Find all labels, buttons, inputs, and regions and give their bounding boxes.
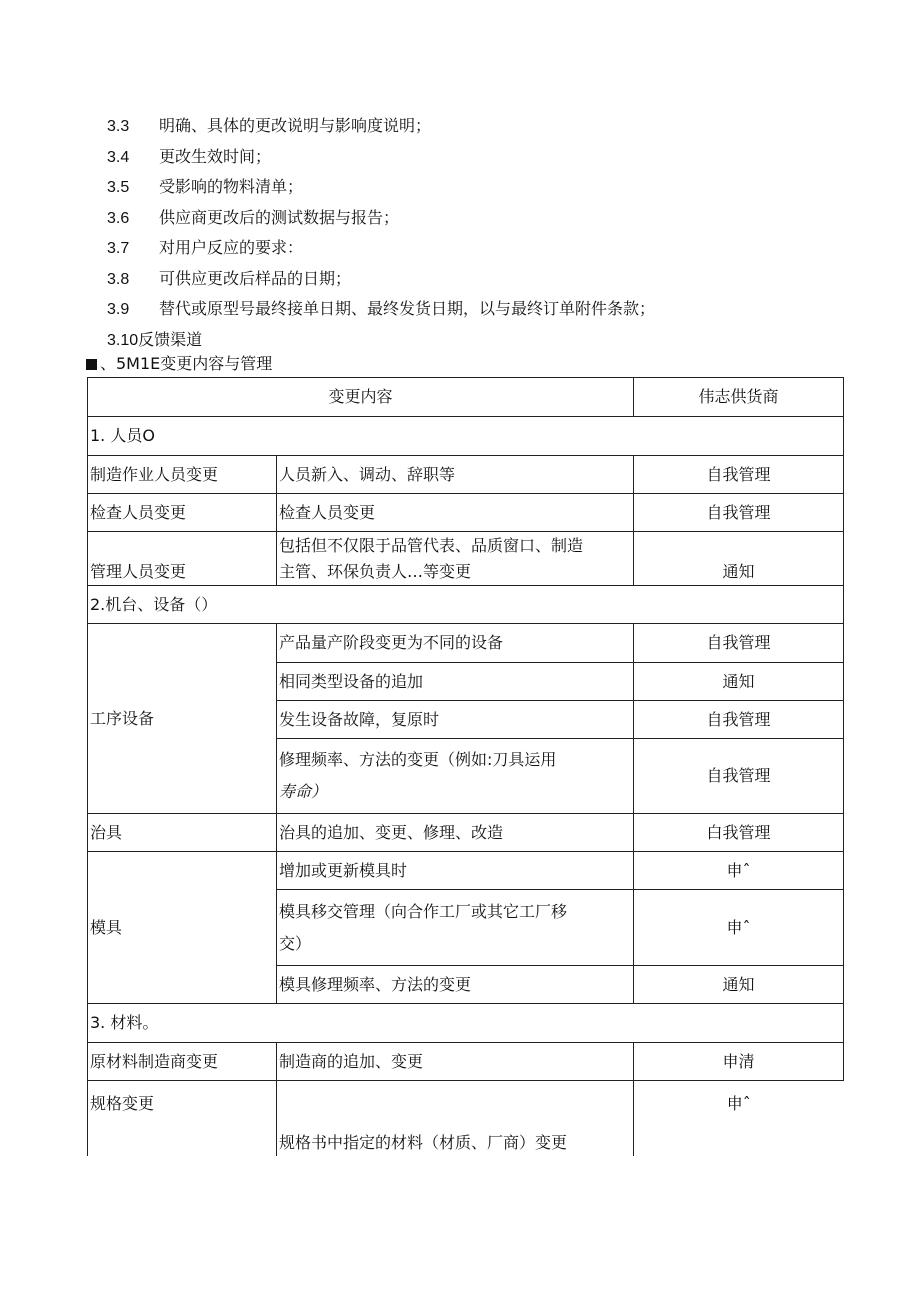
list-item — [107, 294, 655, 325]
item-text: 供应商更改后的测试数据与报告； — [159, 207, 400, 227]
mgmt-cell: 白我管理 — [634, 814, 844, 852]
section-title: 2.机台、设备（） — [88, 586, 844, 624]
desc-cell — [277, 739, 634, 814]
item-number: 3.9 — [107, 301, 130, 318]
list-item — [107, 264, 655, 295]
section-heading-text: 、5M1E变更内容与管理 — [100, 354, 273, 373]
mgmt-cell: 申清 — [634, 1043, 844, 1081]
mgmt-cell: 自我管理 — [634, 624, 844, 663]
table-row — [88, 814, 844, 852]
header-supplier: 伟志供货商 — [634, 378, 844, 417]
header-content: 变更内容 — [88, 378, 634, 417]
section-row — [88, 586, 844, 624]
section-title: 1. 人员O — [88, 417, 844, 456]
item-number: 3.7 — [107, 240, 130, 257]
item-number: 3.4 — [107, 148, 130, 166]
mgmt-cell: 申ˆ — [634, 852, 844, 890]
item-number: 3.6 — [107, 209, 130, 227]
square-bullet-icon — [86, 359, 97, 370]
item-cell: 模具 — [88, 852, 277, 1004]
desc-cell: 产品量产阶段变更为不同的设备 — [277, 624, 634, 663]
table-row — [88, 1043, 844, 1081]
desc-line: 主管、环保负责人…等变更 — [279, 561, 472, 581]
mgmt-cell: 自我管理 — [634, 739, 844, 814]
desc-line: 修理频率、方法的变更（例如:刀具运用 — [279, 750, 557, 769]
desc-cell: 制造商的追加、变更 — [277, 1043, 634, 1081]
item-text: 替代或原型号最终接单日期、最终发货日期，以与最终订单附件条款； — [159, 299, 656, 318]
desc-line: 寿命） — [279, 782, 328, 801]
item-number: 3.5 — [107, 179, 130, 196]
item-number: 3.3 — [107, 118, 130, 135]
mgmt-cell: 自我管理 — [634, 456, 844, 494]
item-cell: 原材料制造商变更 — [88, 1043, 277, 1081]
list-item — [107, 142, 655, 173]
item-text: 反馈渠道 — [138, 329, 203, 349]
item-text: 对用户反应的要求： — [159, 238, 304, 257]
list-item — [107, 325, 655, 356]
desc-cell: 发生设备故障，复原时 — [277, 701, 634, 739]
section-row — [88, 1004, 844, 1043]
item-text: 更改生效时间； — [159, 146, 272, 166]
mgmt-cell: 申ˆ — [634, 890, 844, 966]
desc-cell — [277, 890, 634, 966]
table-row — [88, 494, 844, 532]
section-heading — [86, 352, 272, 376]
item-text: 明确、具体的更改说明与影响度说明； — [159, 116, 432, 135]
desc-line: 包括但不仅限于品管代表、品质窗口、制造 — [279, 535, 584, 555]
table-row — [88, 852, 844, 890]
section-title: 3. 材料。 — [88, 1004, 844, 1043]
table-row — [88, 624, 844, 663]
requirement-list — [107, 111, 655, 355]
mgmt-cell: 自我管理 — [634, 494, 844, 532]
desc-cell: 人员新入、调动、辞职等 — [277, 456, 634, 494]
item-cell: 管理人员变更 — [88, 532, 277, 586]
list-item — [107, 233, 655, 264]
item-cell: 规格变更 — [88, 1081, 277, 1156]
section-row — [88, 417, 844, 456]
item-cell: 检查人员变更 — [88, 494, 277, 532]
mgmt-cell: 自我管理 — [634, 701, 844, 739]
change-management-table — [87, 377, 844, 1156]
item-number: 3.8 — [107, 270, 130, 288]
mgmt-cell: 通知 — [634, 532, 844, 586]
desc-cell: 相同类型设备的追加 — [277, 663, 634, 701]
mgmt-cell: 通知 — [634, 663, 844, 701]
item-number: 3.10 — [107, 331, 139, 349]
item-cell: 治具 — [88, 814, 277, 852]
desc-cell: 增加或更新模具时 — [277, 852, 634, 890]
mgmt-cell: 通知 — [634, 966, 844, 1004]
table-header-row — [88, 378, 844, 417]
item-text: 可供应更改后样品的日期； — [159, 268, 352, 288]
table-row — [88, 1081, 844, 1156]
table-row — [88, 456, 844, 494]
desc-line: 交） — [279, 933, 312, 953]
item-text: 受影响的物料清单； — [159, 177, 304, 196]
desc-cell: 治具的追加、变更、修理、改造 — [277, 814, 634, 852]
desc-cell: 规格书中指定的材料（材质、厂商）变更 — [277, 1081, 634, 1156]
mgmt-cell: 申ˆ — [634, 1081, 844, 1156]
item-cell: 工序设备 — [88, 624, 277, 814]
list-item — [107, 172, 655, 203]
desc-line: 模具移交管理（向合作工厂或其它工厂移 — [279, 901, 568, 921]
desc-cell: 检查人员变更 — [277, 494, 634, 532]
item-cell: 制造作业人员变更 — [88, 456, 277, 494]
list-item — [107, 203, 655, 234]
desc-cell: 模具修理频率、方法的变更 — [277, 966, 634, 1004]
table-row — [88, 532, 844, 586]
desc-cell — [277, 532, 634, 586]
list-item — [107, 111, 655, 142]
